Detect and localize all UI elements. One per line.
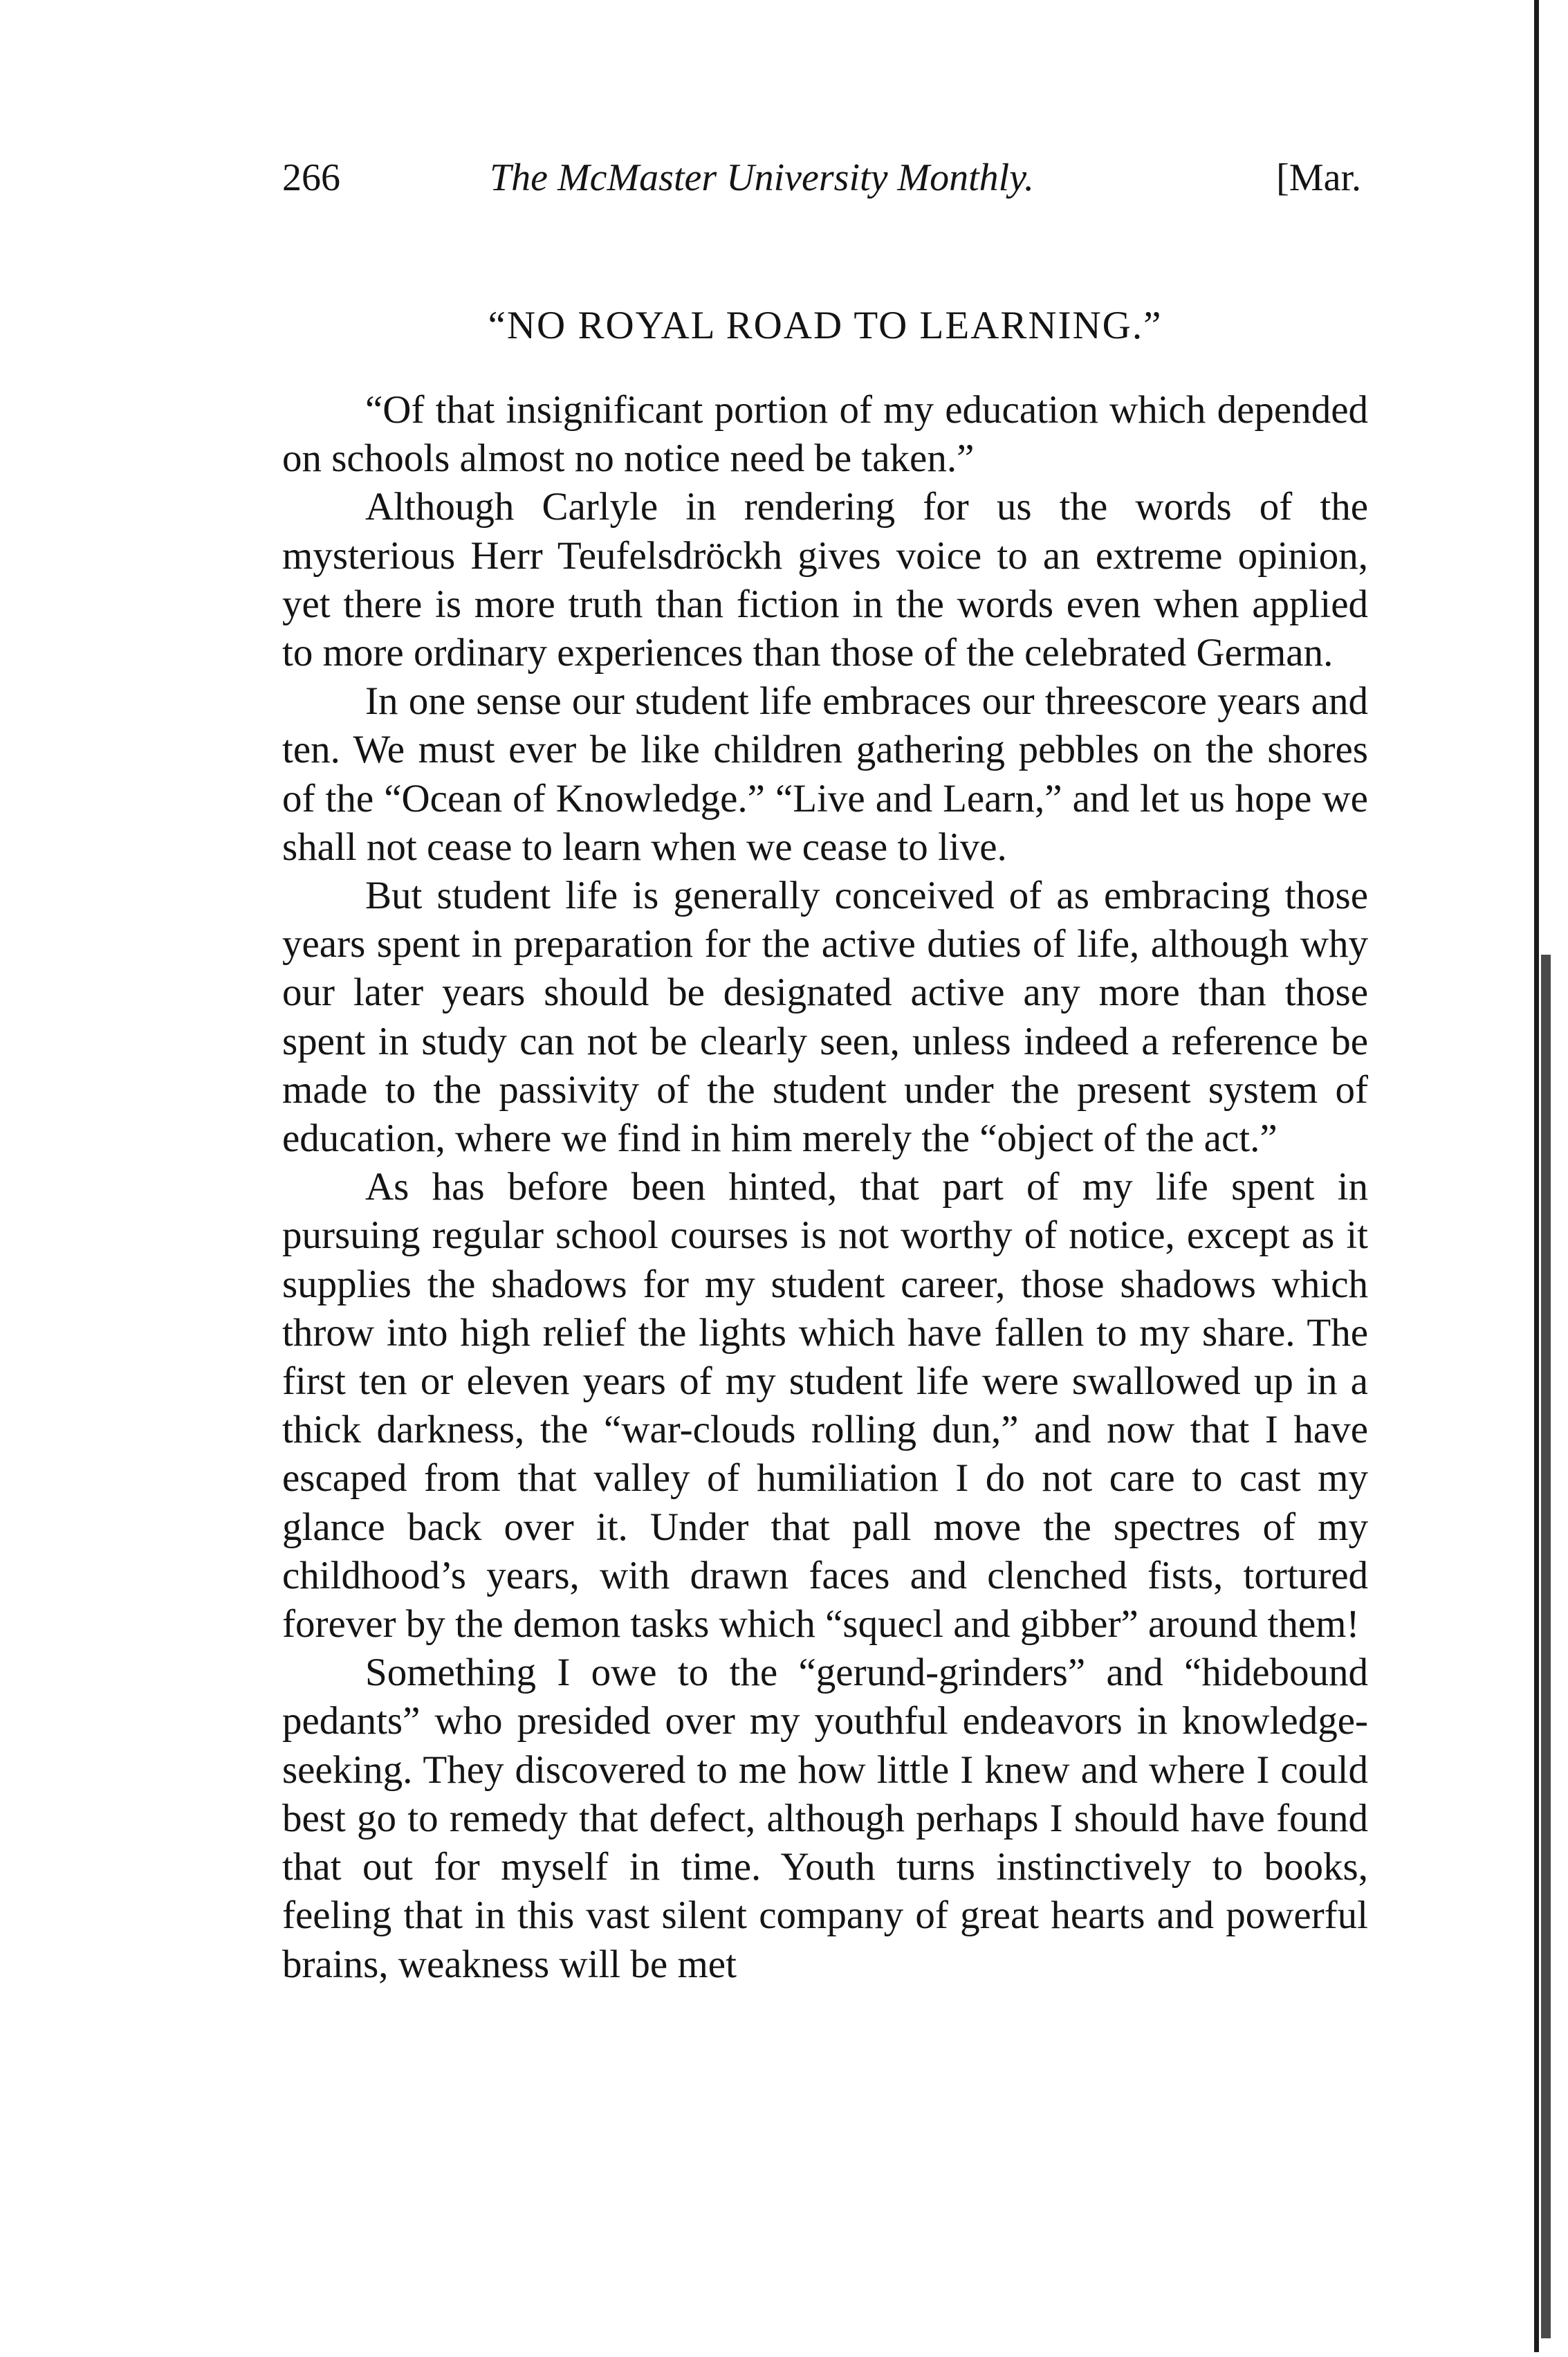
article-body <box>282 386 1368 1989</box>
binding-line <box>1534 0 1539 2352</box>
paragraph-epigraph: “Of that insignificant portion of my education which depended on schools almost no notice need be taken.” <box>282 388 1368 481</box>
issue-month: [Mar. <box>1276 156 1361 199</box>
article-title: “NO ROYAL ROAD TO LEARNING.” <box>488 304 1163 347</box>
paragraph-carlyle: Although Carlyle in rendering for us the words of the mysterious Herr Teufelsdröckh gives voice to an extreme opinion, yet there is more truth than fiction in the words even when applied to more ordinary experiences than those of the celebrated German. <box>282 485 1368 675</box>
paragraph-gerund-grinders: Something I owe to the “gerund-grinders” and “hidebound pedants” who presided over my youthful endeavors in knowledge-seeking. They discovered to me how little I knew and where I could best go to remedy that defect, although perhaps I should have found that out for myself in time. Youth turns instinctively to books, feeling that in this vast silent company of great hearts and powerful brains, weakness will be met <box>282 1651 1368 1986</box>
running-header <box>282 156 1361 218</box>
paragraph-school-courses: As has before been hinted, that part of my life spent in pursuing regular school courses is not worthy of notice, except as it supplies the shadows for my student career, those shadows which throw into high relief the lights which have fallen to my share. The first ten or eleven years of my student life were swallowed up in a thick darkness, the “war-clouds rolling dun,” and now that I have escaped from that valley of humiliation I do not care to cast my glance back over it. Under that pall move the spectres of my childhood’s years, with drawn faces and clenched fists, tortured forever by the demon tasks which “squecl and gibber” around them! <box>282 1165 1368 1647</box>
binding-shadow <box>1541 955 1551 2338</box>
paragraph-student-life: In one sense our student life embraces our threescore years and ten. We must ever be like children gathering pebbles on the shores of the “Ocean of Knowledge.” “Live and Learn,” and let us hope we shall not cease to learn when we cease to live. <box>282 679 1368 869</box>
page-binding-edge <box>1530 0 1568 2357</box>
journal-title: The McMaster University Monthly. <box>490 156 1034 199</box>
page-number: 266 <box>282 156 340 199</box>
paragraph-preparation: But student life is generally conceived of as embracing those years spent in preparation for the active duties of life, although why our later years should be designated active any more than those spent in study can not be clearly seen, unless indeed a reference be made to the passivity of the student under the present system of education, where we find in him merely the “object of the act.” <box>282 874 1368 1161</box>
